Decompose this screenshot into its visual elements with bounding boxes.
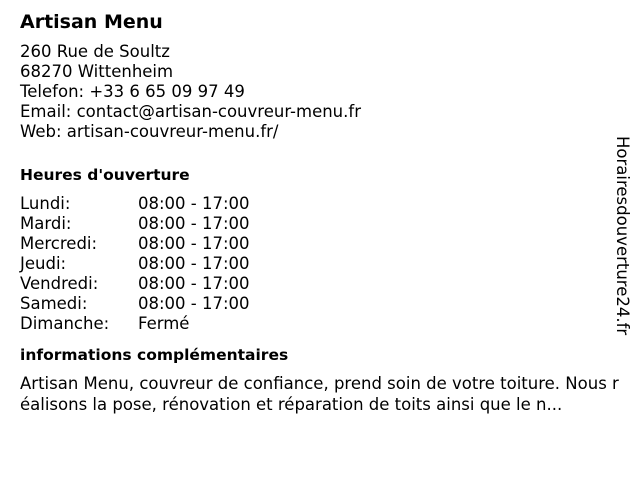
hours-day: Vendredi:	[20, 274, 99, 293]
hours-row	[20, 234, 620, 254]
info-description: Artisan Menu, couvreur de confiance, prend soin de votre toiture. Nous réalisons la pose, rénovation et réparation de toits ainsi que le n...	[20, 374, 619, 414]
hours-row	[20, 294, 620, 314]
hours-time: 08:00 - 17:00	[138, 234, 250, 253]
web-line[interactable]: Web: artisan-couvreur-menu.fr/	[20, 122, 279, 141]
hours-row	[20, 314, 620, 334]
hours-time: 08:00 - 17:00	[138, 294, 250, 313]
hours-row	[20, 274, 620, 294]
hours-row	[20, 214, 620, 234]
address-street: 260 Rue de Soultz	[20, 42, 170, 61]
hours-row	[20, 254, 620, 274]
hours-day: Lundi:	[20, 194, 71, 213]
email-line[interactable]: Email: contact@artisan-couvreur-menu.fr	[20, 102, 361, 121]
phone-line[interactable]: Telefon: +33 6 65 09 97 49	[20, 82, 245, 101]
hours-day: Samedi:	[20, 294, 88, 313]
hours-table	[20, 194, 620, 334]
address-city: 68270 Wittenheim	[20, 62, 174, 81]
contact-block	[20, 42, 620, 142]
hours-day: Jeudi:	[20, 254, 67, 273]
hours-title: Heures d'ouverture	[20, 166, 190, 184]
hours-time: Fermé	[138, 314, 190, 333]
hours-time: 08:00 - 17:00	[138, 254, 250, 273]
info-title: informations complémentaires	[20, 346, 289, 364]
hours-time: 08:00 - 17:00	[138, 214, 250, 233]
hours-day: Mardi:	[20, 214, 72, 233]
hours-day: Mercredi:	[20, 234, 98, 253]
business-card	[20, 10, 620, 415]
hours-row	[20, 194, 620, 214]
hours-time: 08:00 - 17:00	[138, 194, 250, 213]
hours-day: Dimanche:	[20, 314, 110, 333]
hours-time: 08:00 - 17:00	[138, 274, 250, 293]
business-name: Artisan Menu	[20, 11, 163, 33]
sidebar-brand-text: Horairesdouverture24.fr	[613, 136, 632, 336]
